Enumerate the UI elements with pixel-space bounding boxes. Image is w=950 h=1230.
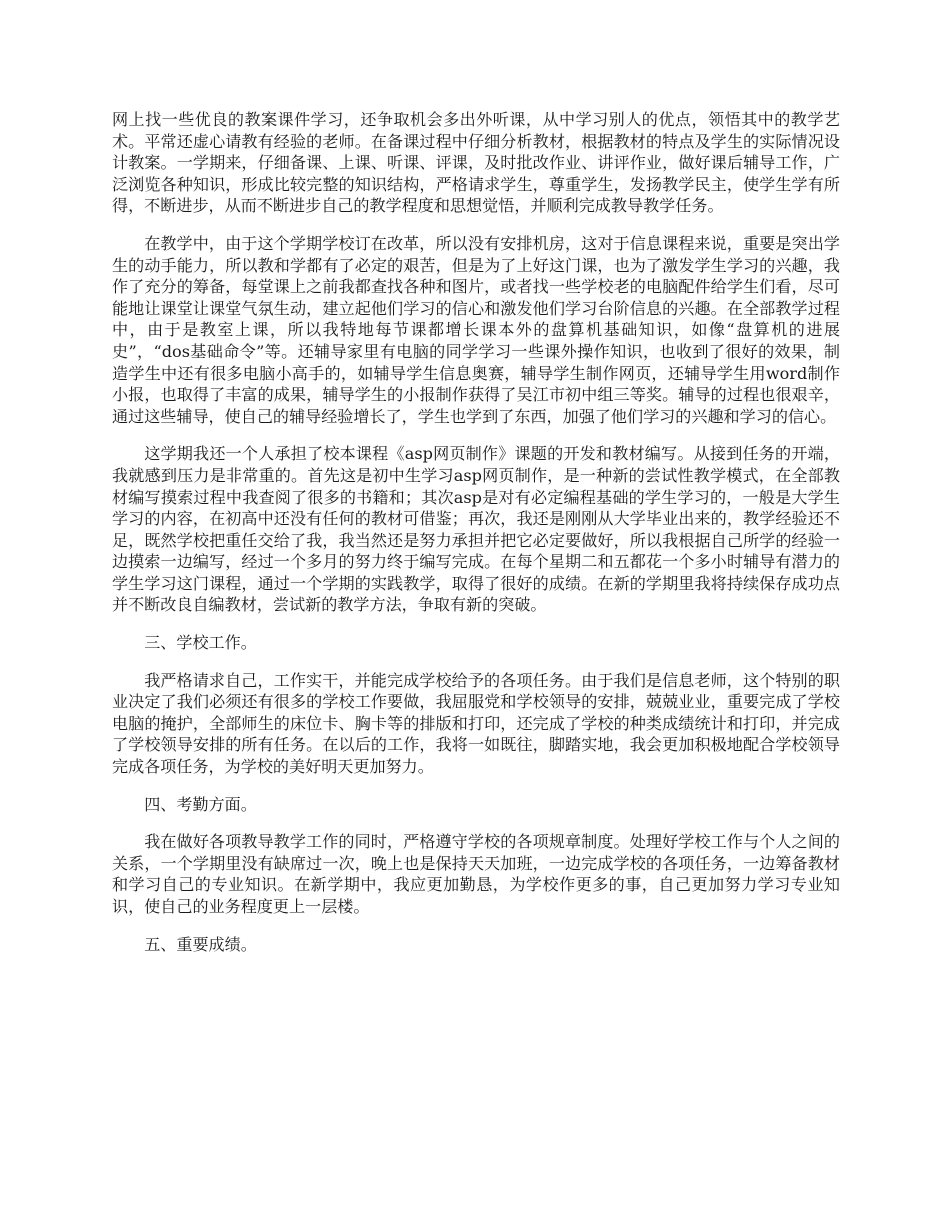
paragraph-attendance: 我在做好各项教导教学工作的同时，严格遵守学校的各项规章制度。处理好学校工作与个人之间的关系，一个学期里没有缺席过一次，晚上也是保持天天加班，一边完成学校的各项任务，一边筹备教材和学习自己的专业知识。在新学期中，我应更加勤恳，为学校作更多的事，自己更加努力学习专业知识，使自己的业务程度更上一层楼。 — [112, 832, 840, 916]
paragraph-school-curriculum: 这学期我还一个人承担了校本课程《asp网页制作》课题的开发和教材编写。从接到任务的开端，我就感到压力是非常重的。首先这是初中生学习asp网页制作，是一种新的尝试性教学模式，在全部教材编写摸索过程中我查阅了很多的书籍和；其次asp是对有必定编程基础的学生学习的，一般是大学生学习的内容，在初高中还没有任何的教材可借鉴；再次，我还是刚刚从大学毕业出来的，教学经验还不足，既然学校把重任交给了我，我当然还是努力承担并把它必定要做好，所以我根据自己所学的经验一边摸索一边编写，经过一个多月的努力终于编写完成。在每个星期二和五都花一个多小时辅导有潜力的学生学习这门课程，通过一个学期的实践教学，取得了很好的成绩。在新的学期里我将持续保存成功点并不断改良自编教材，尝试新的教学方法，争取有新的突破。 — [112, 444, 840, 615]
paragraph-classroom-teaching: 在教学中，由于这个学期学校订在改革，所以没有安排机房，这对于信息课程来说，重要是突出学生的动手能力，所以教和学都有了必定的艰苦，但是为了上好这门课，也为了激发学生学习的兴趣，我作了充分的筹备，每堂课上之前我都查找各种和图片，或者找一些学校老的电脑配件给学生们看，尽可能地让课堂让课堂气氛生动，建立起他们学习的信心和激发他们学习台阶信息的兴趣。在全部教学过程中，由于是教室上课，所以我特地每节课都增长课本外的盘算机基础知识，如像“盘算机的进展史”，“dos基础命令”等。还辅导家里有电脑的同学学习一些课外操作知识，也收到了很好的效果，制造学生中还有很多电脑小高手的，如辅导学生信息奥赛，辅导学生制作网页，还辅导学生用word制作小报，也取得了丰富的成果，辅导学生的小报制作获得了吴江市初中组三等奖。辅导的过程也很艰辛，通过这些辅导，使自己的辅导经验增长了，学生也学到了东西，加强了他们学习的兴趣和学习的信心。 — [112, 233, 840, 426]
paragraph-school-work: 我严格请求自己，工作实干，并能完成学校给予的各项任务。由于我们是信息老师，这个特别的职业决定了我们必须还有很多的学校工作要做，我屈服党和学校领导的安排，兢兢业业，重要完成了学校电脑的掩护，全部师生的床位卡、胸卡等的排版和打印，还完成了学校的种类成绩统计和打印，并完成了学校领导安排的所有任务。在以后的工作，我将一如既往，脚踏实地，我会更加积极地配合学校领导完成各项任务，为学校的美好明天更加努力。 — [112, 670, 840, 777]
section-heading-school-work: 三、学校工作。 — [144, 633, 257, 653]
section-heading-achievements: 五、重要成绩。 — [144, 934, 257, 954]
section-heading-attendance: 四、考勤方面。 — [144, 794, 257, 814]
paragraph-teaching-preparation: 网上找一些优良的教案课件学习，还争取机会多出外听课，从中学习别人的优点，领悟其中的教学艺术。平常还虚心请教有经验的老师。在备课过程中仔细分析教材，根据教材的特点及学生的实际情况设计教案。一学期来，仔细备课、上课、听课、评课，及时批改作业、讲评作业，做好课后辅导工作，广泛浏览各种知识，形成比较完整的知识结构，严格请求学生，尊重学生，发扬教学民主，使学生学有所得，不断进步，从而不断进步自己的教学程度和思想觉悟，并顺利完成教导教学任务。 — [112, 110, 840, 216]
document-body — [112, 109, 840, 971]
